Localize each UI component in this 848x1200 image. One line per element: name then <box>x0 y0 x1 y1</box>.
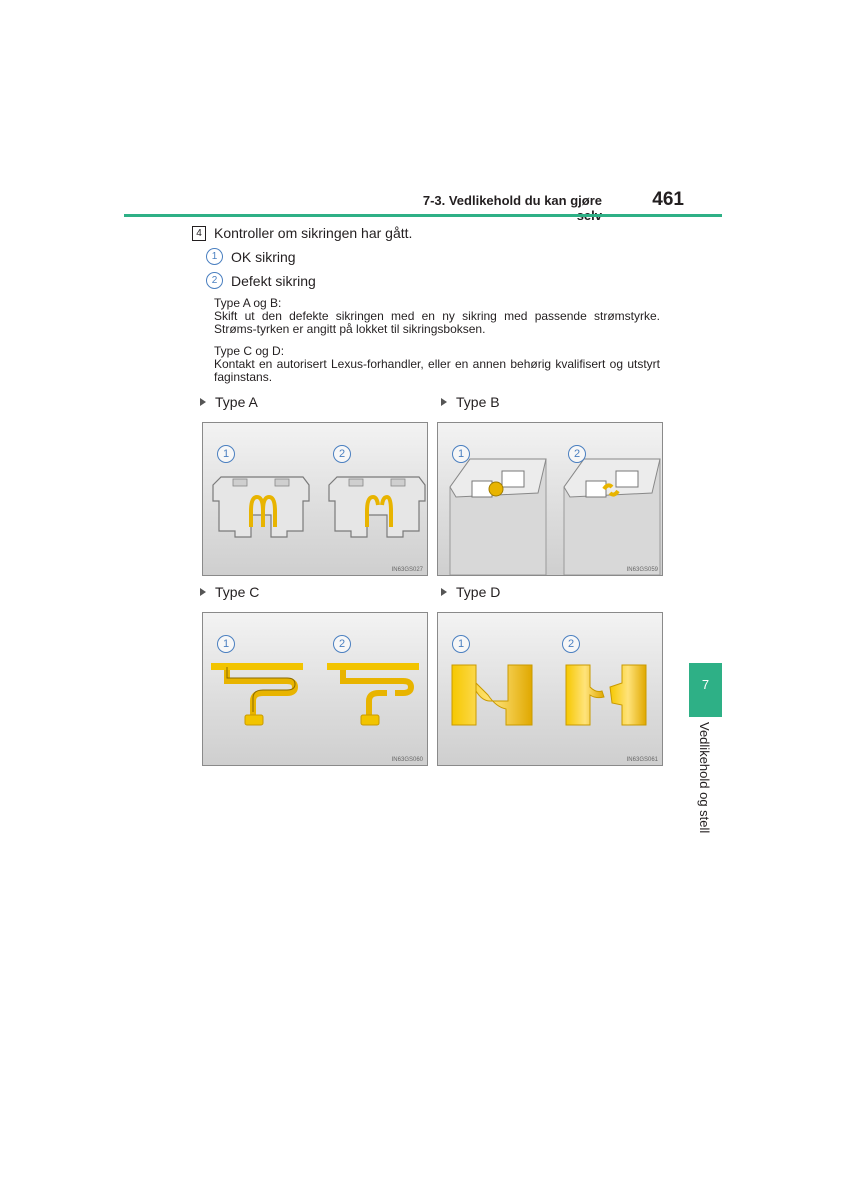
figure-label-type-b <box>441 394 500 410</box>
section-title: 7-3. Vedlikehold du kan gjøre <box>422 193 602 208</box>
fuse-type-a-illustration <box>203 423 427 575</box>
figure-type-c <box>202 612 428 766</box>
triangle-bullet-icon <box>441 588 447 596</box>
figure-label-text: Type A <box>215 394 258 410</box>
marker-circle: 1 <box>206 248 223 265</box>
marker-1: 1 <box>217 635 235 653</box>
item-label: OK sikring <box>231 248 296 265</box>
figure-code: IN63GS027 <box>391 567 423 573</box>
note-heading: Type A og B: <box>214 296 282 310</box>
marker-2: 2 <box>333 445 351 463</box>
note-type-c-d <box>214 345 660 384</box>
figure-code: IN63GS059 <box>626 567 658 573</box>
fuse-type-d-illustration <box>438 613 662 765</box>
figure-type-d <box>437 612 663 766</box>
note-type-a-b <box>214 297 660 336</box>
marker-1: 1 <box>452 635 470 653</box>
figure-label-type-d <box>441 584 500 600</box>
step-text: Kontroller om sikringen har gått. <box>214 225 413 241</box>
marker-circle: 2 <box>206 272 223 289</box>
marker-1: 1 <box>217 445 235 463</box>
fuse-type-b-illustration <box>438 423 662 575</box>
figure-type-a <box>202 422 428 576</box>
marker-2: 2 <box>568 445 586 463</box>
figure-label-type-c <box>200 584 259 600</box>
item-ok-fuse <box>206 248 296 265</box>
figure-code: IN63GS060 <box>391 757 423 763</box>
note-text: Kontakt en autorisert Lexus-forhandler, eller en annen behørig kvalifisert og utstyrt faginstans. <box>214 357 660 384</box>
step-4 <box>192 225 412 241</box>
marker-1: 1 <box>452 445 470 463</box>
figure-type-b <box>437 422 663 576</box>
note-text: Skift ut den defekte sikringen med en ny sikring med passende strømstyrke. Strøms-tyrken er angitt på lokket til sikringsboksen. <box>214 309 660 336</box>
figure-label-type-a <box>200 394 258 410</box>
triangle-bullet-icon <box>200 398 206 406</box>
step-number-box: 4 <box>192 226 206 241</box>
page-number: 461 <box>652 189 684 210</box>
figure-code: IN63GS061 <box>626 757 658 763</box>
chapter-title: Vedlikehold og stell <box>697 722 712 834</box>
marker-2: 2 <box>562 635 580 653</box>
chapter-tab: 7 <box>689 663 722 717</box>
marker-2: 2 <box>333 635 351 653</box>
item-label: Defekt sikring <box>231 272 316 289</box>
fuse-type-c-illustration <box>203 613 427 765</box>
triangle-bullet-icon <box>200 588 206 596</box>
figure-label-text: Type C <box>215 584 260 600</box>
figure-label-text: Type D <box>456 584 501 600</box>
triangle-bullet-icon <box>441 398 447 406</box>
figure-label-text: Type B <box>456 394 500 410</box>
note-heading: Type C og D: <box>214 344 285 358</box>
header-rule <box>124 214 722 217</box>
item-defective-fuse <box>206 272 316 289</box>
